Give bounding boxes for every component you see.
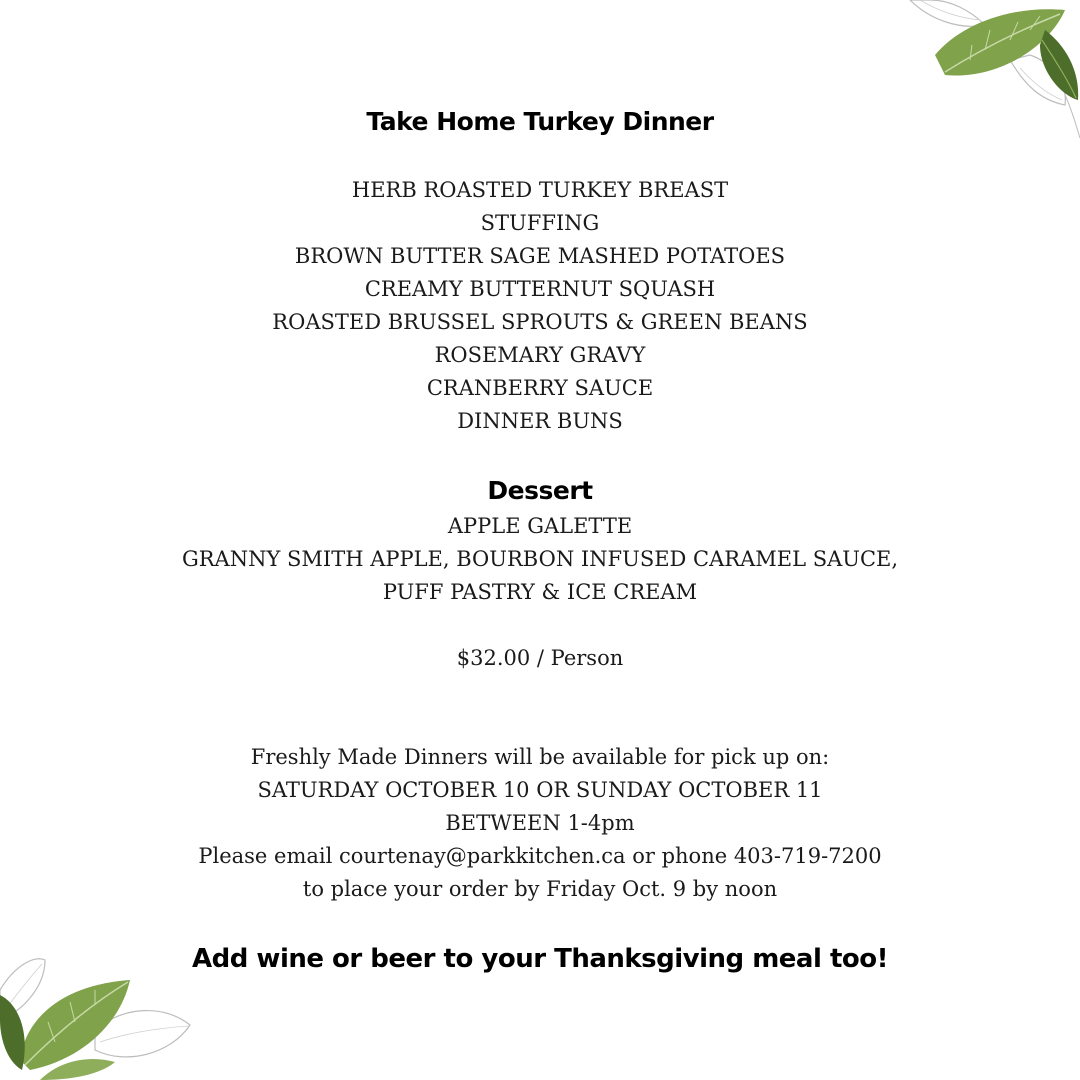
menu-item: BROWN BUTTER SAGE MASHED POTATOES	[294, 244, 786, 268]
pickup-line: BETWEEN 1-4pm	[445, 811, 635, 835]
price-text: $32.00 / Person	[456, 646, 624, 670]
pickup-line: Please email courtenay@parkkitchen.ca or phone 403-719-7200	[198, 844, 882, 868]
menu-item: DINNER BUNS	[457, 409, 623, 433]
menu-item: HERB ROASTED TURKEY BREAST	[351, 178, 729, 202]
dessert-heading: Dessert	[487, 476, 593, 505]
dessert-line: APPLE GALETTE	[447, 514, 633, 538]
page-title: Take Home Turkey Dinner	[366, 107, 714, 136]
pickup-line: Freshly Made Dinners will be available for pick up on:	[250, 745, 830, 769]
menu-item: ROSEMARY GRAVY	[434, 343, 646, 367]
menu-item: CREAMY BUTTERNUT SQUASH	[364, 277, 716, 301]
menu-item: CRANBERRY SAUCE	[426, 376, 654, 400]
pickup-line: to place your order by Friday Oct. 9 by noon	[302, 877, 778, 901]
menu-item: ROASTED BRUSSEL SPROUTS & GREEN BEANS	[272, 310, 808, 334]
dessert-line: GRANNY SMITH APPLE, BOURBON INFUSED CARAMEL SAUCE,	[181, 547, 899, 571]
closing-text: Add wine or beer to your Thanksgiving meal too!	[192, 944, 888, 974]
dessert-line: PUFF PASTRY & ICE CREAM	[382, 580, 698, 604]
pickup-line: SATURDAY OCTOBER 10 OR SUNDAY OCTOBER 11	[257, 778, 823, 802]
menu-item: STUFFING	[480, 211, 600, 235]
